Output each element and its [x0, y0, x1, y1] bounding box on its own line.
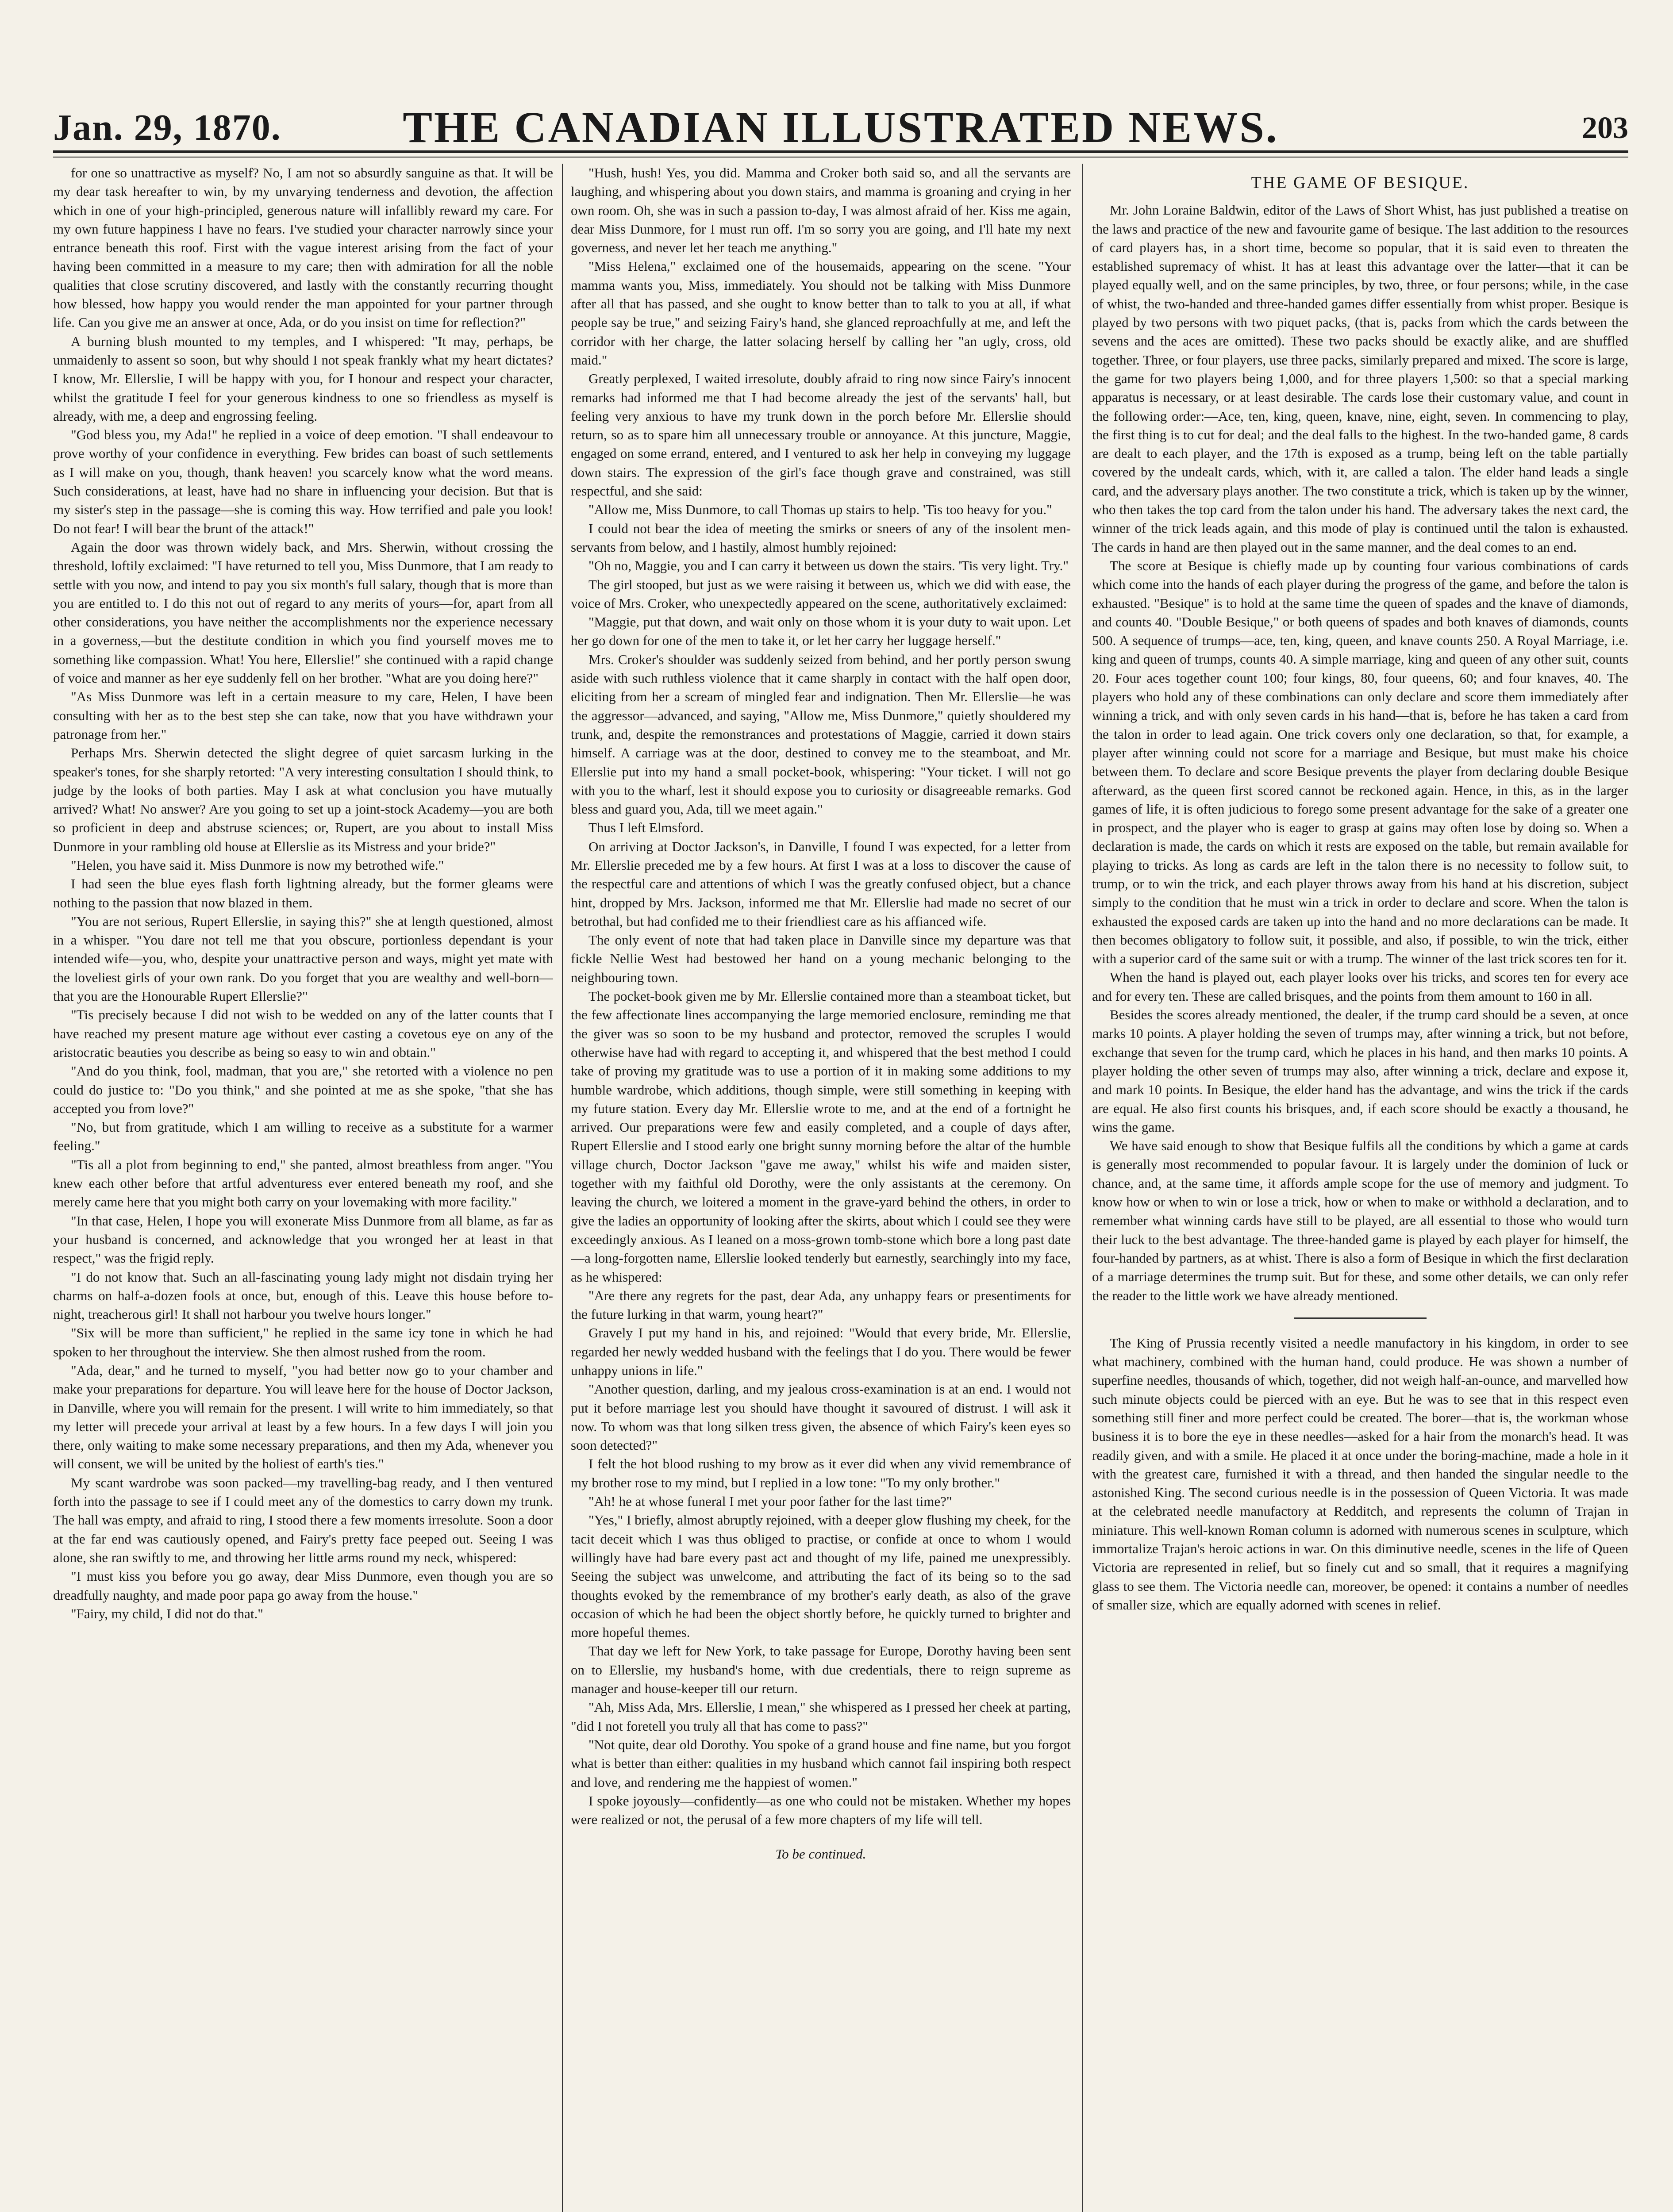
story-paragraph: That day we left for New York, to take passage for Europe, Dorothy having been sent on to Ellerslie, my husband's home, with due credentials, there to reign supreme as manager and house-keeper till our return.: [571, 1643, 1071, 1697]
story-paragraph: "Allow me, Miss Dunmore, to call Thomas up stairs to help. 'Tis too heavy for you.": [588, 502, 1052, 518]
story-paragraph: The only event of note that had taken place in Danville since my departure was that fickle Nellie West had bestowed her hand on a young mechanic belonging to the neighbouring town.: [571, 932, 1071, 985]
story-paragraph: "Yes," I briefly, almost abruptly rejoined, with a deeper glow flushing my cheek, for the tacit deceit which I was thus obliged to practise, or confide at once to whom I would willingly have had bare every past act and thought of my life, pained me unexpressibly. Seeing the subject was unwelcome, and attributing the fact of its being so to the sad thoughts evoked by the remembrance of my brother's early death, as also of the grave occasion of which he had been the object shortly before, he quickly turned to brighter and more hopeful themes.: [571, 1512, 1071, 1640]
story-paragraph: "Six will be more than sufficient," he replied in the same icy tone in which he had spoken to her throughout the interview. She then almost rushed from the room.: [53, 1325, 553, 1359]
story-paragraph: "Oh no, Maggie, you and I can carry it between us down the stairs. 'Tis very light. Try.": [588, 558, 1069, 574]
story-paragraph: The girl stooped, but just as we were raising it between us, which we did with ease, the voice of Mrs. Croker, who unexpectedly appeared on the scene, authoritatively exclaimed:: [571, 576, 1071, 611]
needle-article-body: [1092, 1334, 1628, 1614]
story-paragraph: "Ah, Miss Ada, Mrs. Ellerslie, I mean," she whispered as I pressed her cheek at parting, "did I not foretell you truly all that has come to pass?": [571, 1699, 1071, 1734]
story-paragraph: "Ah! he at whose funeral I met your poor father for the last time?": [588, 1494, 952, 1509]
page-number: 203: [1582, 111, 1628, 145]
story-paragraph: "Helen, you have said it. Miss Dunmore is now my betrothed wife.": [71, 857, 444, 873]
story-paragraph: On arriving at Doctor Jackson's, in Danville, I found I was expected, for a letter from Mr. Ellerslie preceded me by a few hours. At first I was at a loss to discover the cause of the respectful care and attentions of which I was the greatly confused object, but a chance hint, dropped by Mrs. Jackson, informed me that Mr. Ellerslie had made no secret of our betrothal, but had confided me to their friendliest care as his affianced wife.: [571, 838, 1071, 929]
story-paragraph: "I must kiss you before you go away, dear Miss Dunmore, even though you are so dreadfully naughty, and made poor papa go away from the house.": [53, 1568, 553, 1603]
besique-article-body: [1092, 201, 1628, 1305]
story-paragraph: I had seen the blue eyes flash forth lightning already, but the former gleams were nothing to the passion that now blazed in them.: [53, 876, 553, 910]
story-paragraph: "Another question, darling, and my jealous cross-examination is at an end. I would not put it before marriage lest you should have thought it savoured of distrust. I will ask it now. To whom was that long silken tress given, the absence of which Fairy's keen eyes so soon detected?": [571, 1381, 1071, 1453]
story-paragraph: "Not quite, dear old Dorothy. You spoke of a grand house and fine name, but you forgot what is better than either: qualities in my husband which cannot fail inspiring both respect and love, and rendering me the happiest of women.": [571, 1736, 1071, 1790]
issue-date: Jan. 29, 1870.: [53, 107, 281, 148]
story-paragraph: "In that case, Helen, I hope you will exonerate Miss Dunmore from all blame, as far as your husband is concerned, and acknowledge that you wronged her at least in that respect," was the frigid reply.: [53, 1213, 553, 1266]
story-paragraph: "Fairy, my child, I did not do that.": [71, 1605, 263, 1621]
story-paragraph: I spoke joyously—confidently—as one who could not be mistaken. Whether my hopes were realized or not, the perusal of a few more chapters of my life will tell.: [571, 1793, 1071, 1828]
story-paragraph: The pocket-book given me by Mr. Ellerslie contained more than a steamboat ticket, but the few affectionate lines accompanying the large memoried enclosure, reminding me that the giver was so soon to be my husband and protector, removed the scruples I would otherwise have had with regard to accepting it, and whispered that the best method I could take of proving my gratitude was to use a portion of it in making some additions to my humble wardrobe, which additions, though simple, were still something in keeping with my future station. Every day Mr. Ellerslie wrote to me, and at the end of a fortnight he arrived. Our preparations were few and easily completed, and a couple of days after, Rupert Ellerslie and I stood early one bright sunny morning before the altar of the humble village church, Doctor Jackson "gave me away," whilst his wife and maiden sister, together with my faithful old Dorothy, were the only assistants at the ceremony. On leaving the church, we loitered a moment in the grave-yard behind the others, in order to give the ladies an opportunity of looking after the skirts, about which I could see they were exceedingly anxious. As I leaned on a moss-grown tomb-stone which bore a long past date—a long-forgotten name, Ellerslie looked tenderly but earnestly, searchingly into my face, as he whispered:: [571, 988, 1071, 1285]
story-paragraph: "Are there any regrets for the past, dear Ada, any unhappy fears or presentiments for the future lurking in that warm, young heart?": [571, 1287, 1071, 1322]
article-heading: THE GAME OF BESIQUE.: [1251, 173, 1469, 192]
story-paragraph: "No, but from gratitude, which I am willing to receive as a substitute for a warmer feeling.": [53, 1119, 553, 1154]
needle-paragraph: The King of Prussia recently visited a needle manufactory in his kingdom, in order to see what machinery, combined with the human hand, could produce. He was shown a number of superfine needles, thousands of which, together, did not weigh half-an-ounce, and marvelled how such minute objects could be pierced with an eye. But he was to see that in this respect even something still finer and more perfect could be created. The borer—that is, the workman whose business it is to bore the eye in these needles—asked for a hair from the monarch's head. It was readily given, and with a smile. He placed it at once under the boring-machine, made a hole in it with the greatest care, furnished it with a thread, and then handed the singular needle to the astonished King. The second curious needle is in the possession of Queen Victoria. It was made at the celebrated needle manufactory at Redditch, and represents the column of Trajan in miniature. This well-known Roman column is adorned with numerous scenes in sculpture, which immortalize Trajan's heroic actions in war. On this diminutive needle, scenes in the life of Queen Victoria are represented in relief, but so finely cut and so small, that it requires a magnifying glass to see them. The Victoria needle can, moreover, be opened: it contains a number of needles of smaller size, which are equally adorned with scenes in relief.: [1092, 1335, 1628, 1613]
besique-paragraph: When the hand is played out, each player looks over his tricks, and scores ten for every ace and for every ten. These are called brisques, and the points from them amount to 160 in all.: [1092, 969, 1628, 1004]
story-paragraph: for one so unattractive as myself? No, I am not so absurdly sanguine as that. It will be my dear task hereafter to win, by my unvarying tenderness and devotion, the affection which in one of your high-principled, generous nature will infallibly reward my care. For my own future happiness I have no fears. I've studied your character narrowly since your entrance beneath this roof. First with the vague interest arising from the fact of your having been committed in a measure to my care; then with admiration for all the noble qualities that close scrutiny discovered, and lastly with the constantly recurring thought how blessed, how happy you would render the man appointed for your partner through life. Can you give me an answer at once, Ada, or do you insist on time for reflection?": [53, 165, 553, 330]
story-paragraph: I felt the hot blood rushing to my brow as it ever did when any vivid remembrance of my brother rose to my mind, but I replied in a low tone: "To my only brother.": [571, 1456, 1071, 1490]
article-column-3: [1092, 164, 1628, 2212]
story-paragraph: Again the door was thrown widely back, and Mrs. Sherwin, without crossing the threshold, loftily exclaimed: "I have returned to tell you, Miss Dunmore, that I am ready to settle with you now, and intend to pay you six month's full salary, though that is more than you are entitled to. I do this not out of regard to any merits of yours—for, apart from all other considerations, you have neither the accomplishments nor the experience necessary in a governess,—but the destitute condition in which you find yourself moves me to something like compassion. What! You here, Ellerslie!" she continued with a rapid change of voice and manner as her eye suddenly fell on her brother. "What are you doing here?": [53, 539, 553, 686]
column-divider: [562, 164, 563, 2212]
story-paragraph: Perhaps Mrs. Sherwin detected the slight degree of quiet sarcasm lurking in the speaker's tones, for she sharply retorted: "A very interesting consultation I should think, to judge by the looks of both parties. May I ask at what conclusion you have mutually arrived? What! No answer? Are you going to set up a joint-stock Academy—you are both so proficient in deep and abstruse sciences; or, Rupert, are you about to install Miss Dunmore in your rambling old house at Ellerslie as its Mistress and your bride?": [53, 745, 553, 854]
story-column-1: [53, 164, 553, 2212]
story-paragraph: "Miss Helena," exclaimed one of the housemaids, appearing on the scene. "Your mamma wants you, Miss, immediately. You should not be talking with Miss Dunmore after all that has passed, and she ought to know better than to talk to you at all, if what people say be true," and seizing Fairy's hand, she glanced reproachfully at me, and left the corridor with her charge, the latter solacing herself by calling her "an ugly, cross, old maid.": [571, 258, 1071, 368]
story-paragraph: I could not bear the idea of meeting the smirks or sneers of any of the insolent men-servants from below, and I hastily, almost humbly rejoined:: [571, 520, 1071, 555]
story-paragraph: "Maggie, put that down, and wait only on those whom it is your duty to wait upon. Let her go down for one of the men to take it, or let her carry her luggage herself.": [571, 614, 1071, 649]
story-paragraph: Gravely I put my hand in his, and rejoined: "Would that every bride, Mr. Ellerslie, regarded her newly wedded husband with the feelings that I do you. There would be fewer unhappy unions in life.": [571, 1325, 1071, 1378]
story-paragraph: "I do not know that. Such an all-fascinating young lady might not disdain trying her charms on half-a-dozen fools at once, but, enough of this. Leave this house before to-night, treacherous girl! It shall not harbour you twelve hours longer.": [53, 1269, 553, 1322]
story-paragraph: Greatly perplexed, I waited irresolute, doubly afraid to ring now since Fairy's innocent remarks had informed me that I had become already the jest of the servants' hall, but feeling very anxious to have my trunk down in the porch before Mr. Ellerslie should return, so as to spare him all unnecessary trouble or annoyance. At this juncture, Maggie, engaged on some errand, entered, and I ventured to ask her help in conveying my luggage down stairs. The expression of the girl's face though grave and constrained, was still respectful, and she said:: [571, 371, 1071, 499]
story-paragraph: "As Miss Dunmore was left in a certain measure to my care, Helen, I have been consulting with her as to the best step she can take, now that you have withdrawn your patronage from her.": [53, 689, 553, 742]
besique-paragraph: Mr. John Loraine Baldwin, editor of the Laws of Short Whist, has just published a treatise on the laws and practice of the new and favourite game of besique. The last addition to the resources of card players has, in a short time, become so popular, that it is said even to threaten the established supremacy of whist. It has at least this advantage over the latter—that it can be played equally well, and on the same principles, by two, three, or four persons; while, in the case of whist, the two-handed and three-handed games differ essentially from whist proper. Besique is played by two persons with two piquet packs, (that is, packs from which the cards between the sevens and the aces are omitted). These two packs should be exactly alike, and are shuffled together. Three, or four players, use three packs, similarly prepared and mixed. The score is large, the game for two players being 1,000, and for three players 1,500: so that a special marking apparatus is necessary, or at least desirable. The cards lose their customary value, and count in the following order:—Ace, ten, king, queen, knave, nine, eight, seven. In commencing to play, the first thing is to cut for deal; and the deal falls to the highest. In the two-handed game, 8 cards are dealt to each player, and the 17th is exposed as a trump, being left on the table partially covered by the undealt cards, which, with it, are called a talon. The elder hand leads a single card, and the adversary plays another. The two constitute a trick, which is taken up by the winner, who then takes the top card from the talon under his hand. The adversary takes the next card, the winner of the trick leads again, and this mode of play is continued until the talon is exhausted. The cards in hand are then played out in the same manner, and the deal comes to an end.: [1092, 202, 1628, 555]
story-paragraph: "Ada, dear," and he turned to myself, "you had better now go to your chamber and make your preparations for departure. You will leave here for the house of Doctor Jackson, in Danville, where you will remain for the present. I will write to him immediately, so that my letter will precede your arrival at least by a few hours. In a few days I will join you there, only waiting to make some necessary preparations, and then my Ada, whenever you will consent, we will be united by the holiest of earth's ties.": [53, 1363, 553, 1472]
story-paragraph: "Hush, hush! Yes, you did. Mamma and Croker both said so, and all the servants are laughing, and whispering about you down stairs, and mamma is groaning and crying in her own room. Oh, she was in such a passion to-day, I was almost afraid of her. Kiss me again, dear Miss Dunmore, for I must run off. I'm so sorry you are going, and I'll hate my next governess, and never let her teach me anything.": [571, 165, 1071, 256]
story-paragraph: Mrs. Croker's shoulder was suddenly seized from behind, and her portly person swung aside with such ruthless violence that it came sharply in contact with the half open door, eliciting from her a scream of mingled fear and indignation. Then Mr. Ellerslie—he was the aggressor—advanced, and saying, "Allow me, Miss Dunmore," quietly shouldered my trunk, and, despite the remonstrances and protestations of Maggie, carried it down stairs himself. A carriage was at the door, destined to convey me to the steamboat, and Mr. Ellerslie put into my hand a small pocket-book, whispering: "Your ticket. I will not go with you to the wharf, lest it should expose you to curiosity or disagreeable remarks. God bless and guard you, Ada, till we meet again.": [571, 651, 1071, 817]
story-paragraph: "Tis precisely because I did not wish to be wedded on any of the latter counts that I have reached my present mature age without ever casting a covetous eye on any of the aristocratic beauties you describe as being so easy to win and obtain.": [53, 1007, 553, 1060]
article-separator: [1294, 1317, 1427, 1319]
besique-paragraph: The score at Besique is chiefly made up by counting four various combinations of cards which come into the hands of each player during the progress of the game, and before the talon is exhausted. "Besique" is to hold at the same time the queen of spades and the knave of diamonds, and counts 40. "Double Besique," or both queens of spades and both knaves of diamonds, counts 500. A sequence of trumps—ace, ten, king, queen, and knave counts 250. A Royal Marriage, i.e. king and queen of trumps, counts 40. A simple marriage, king and queen of any other suit, counts 20. Four aces together count 100; four kings, 80, four queens, 60; and four knaves, 40. The players who hold any of these combinations can only declare and score them immediately after winning a trick, and with only seven cards in his hand—that is, before he has taken a card from the talon in order to lead again. One trick covers only one declaration, so that, for example, a player after winning could not score for a marriage and Besique, but must make his choice between them. To declare and score Besique prevents the player from declaring double Besique afterward, as the queen first scored cannot be reckoned again. Hence, in this, as in the larger games of life, it is often judicious to forego some present advantage for the sake of a greater one in prospect, and the player who is eager to grasp at gains may often lose by doing so. When a declaration is made, the cards on which it rests are exposed on the table, but remain available for playing to tricks. As long as cards are left in the talon there is no necessity to follow suit, to trump, or to win the trick, and each player throws away from his hand at his discretion, subject simply to the condition that he must win a trick in order to declare and score. When the talon is exhausted the exposed cards are taken up into the hand and no more declarations can be made. It then becomes obligatory to follow suit, it possible, and also, if possible, to win the trick, either with a superior card of the same suit or with a trump. The winner of the last trick scores ten for it.: [1092, 557, 1628, 967]
story-paragraph: "God bless you, my Ada!" he replied in a voice of deep emotion. "I shall endeavour to prove worthy of your confidence in everything. Few brides can boast of such settlements as I will make on you, though, thank heaven! you scarcely know what the word means. Such considerations, at least, have had no share in influencing your decision. But that is my sister's step in the passage—she is coming this way. How terrified and pale you look! Do not fear! I will bear the brunt of the attack!": [53, 427, 553, 536]
to-be-continued: To be continued.: [775, 1846, 866, 1862]
column-divider: [1082, 164, 1083, 2212]
story-paragraph: My scant wardrobe was soon packed—my travelling-bag ready, and I then ventured forth into the passage to see if I could meet any of the domestics to carry down my trunk. The hall was empty, and afraid to ring, I stood there a few moments irresolute. Soon a door at the far end was cautiously opened, and Fairy's pretty face peeped out. Seeing I was alone, she ran swiftly to me, and throwing her little arms round my neck, whispered:: [53, 1475, 553, 1565]
story-paragraph: "And do you think, fool, madman, that you are," she retorted with a violence no pen could do justice to: "Do you think," and she pointed at me as she spoke, "that she has accepted you from love?": [53, 1063, 553, 1116]
besique-paragraph: We have said enough to show that Besique fulfils all the conditions by which a game at cards is generally most recommended to popular favour. It is largely under the dominion of luck or chance, and, at the same time, it affords ample scope for the use of memory and judgment. To know how or when to win or lose a trick, how or when to make or withhold a declaration, and to remember what winning cards have still to be played, are all essential to those who would turn their luck to the best advantage. The three-handed game is played by each player for himself, the four-handed by partners, as at whist. There is also a form of Besique in which the first declaration of a marriage determines the trump suit. But for these, and some other details, we can only refer the reader to the little work we have already mentioned.: [1092, 1138, 1628, 1303]
story-paragraph: Thus I left Elmsford.: [588, 820, 704, 836]
story-column-2: [571, 164, 1071, 2212]
story-paragraph: A burning blush mounted to my temples, and I whispered: "It may, perhaps, be unmaidenly to assent so soon, but why should I not speak frankly what my heart dictates? I know, Mr. Ellerslie, I will be happy with you, for I honour and respect your character, whilst the gratitude I feel for your generous kindness to one so friendless as myself is already, with me, a deep and engrossing feeling.: [53, 333, 553, 424]
newspaper-title: THE CANADIAN ILLUSTRATED NEWS.: [403, 103, 1279, 152]
masthead-rule: [53, 150, 1628, 157]
story-paragraph: "Tis all a plot from beginning to end," she panted, almost breathless from anger. "You knew each other before that artful adventuress ever entered beneath my roof, and she merely came here that you might both carry on your lovemaking with more facility.": [53, 1156, 553, 1210]
besique-paragraph: Besides the scores already mentioned, the dealer, if the trump card should be a seven, at once marks 10 points. A player holding the seven of trumps may, after winning a trick, but not before, exchange that seven for the trump card, which he places in his hand, and then marks 10 points. A player holding the other seven of trumps may also, after winning a trick, declare and expose it, and mark 10 points. In Besique, the elder hand has the advantage, and wins the trick if the cards are equal. He also first counts his brisques, and, if each score should be exactly a thousand, he wins the game.: [1092, 1007, 1628, 1135]
story-paragraph: "You are not serious, Rupert Ellerslie, in saying this?" she at length questioned, almost in a whisper. "You dare not tell me that you obscure, portionless dependant is your intended wife—you, who, despite your unattractive person and ways, might yet mate with the loveliest girls of your own rank. Do you forget that you are wealthy and well-born—that you are the Honourable Rupert Ellerslie?": [53, 913, 553, 1004]
